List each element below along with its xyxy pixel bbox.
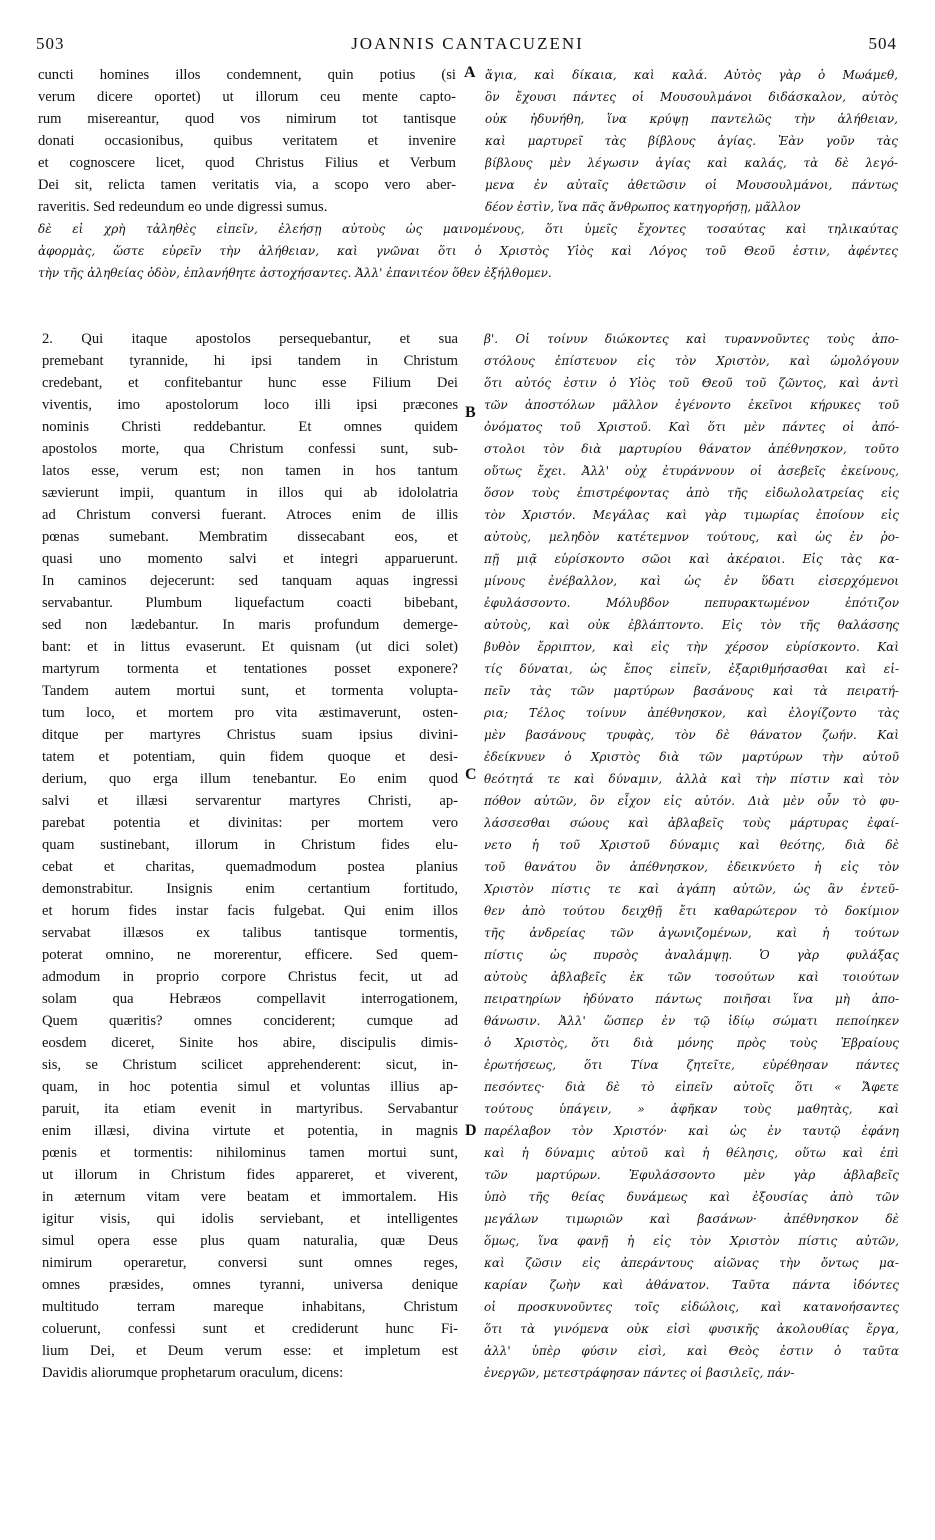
latin-text-line: derium, quo erga illum tenebantur. Eo enim quod: [42, 771, 458, 787]
latin-text-line: salvi et illæsi servarentur martyres Christi, ap-: [42, 793, 458, 809]
latin-text-line: simul opera esse plus quam naturalia, quæ Deus: [42, 1233, 458, 1249]
latin-text-line: poterat omnino, ne morerentur, efficere. Sed quem-: [42, 947, 458, 963]
greek-text-line: β'. Οἱ τοίνυν διώκοντες καὶ τυραννοῦντες τοὺς ἀπο-: [484, 332, 899, 346]
running-title: JOANNIS CANTACUZENI: [351, 34, 584, 53]
greek-text-line: ἐνεργῶν, μετεστράφησαν πάντες οἱ βασιλεῖς, πάν-: [484, 1366, 795, 1380]
latin-text-line: rum misereantur, quod vos nimirum tot tantisque: [38, 111, 456, 127]
latin-text-line: viventis, imo apostolorum loco illi ipsi præcones: [42, 397, 458, 413]
greek-text-line: ὅμως, ἵνα φανῇ ἡ εἰς τὸν Χριστὸν πίστις αὐτῶν,: [484, 1234, 899, 1248]
latin-text-line: tatem et potentiam, quin fidem quoque et desi-: [42, 749, 458, 765]
latin-text-line: solam qua Hebræos compellavit interrogationem,: [42, 991, 458, 1007]
greek-text-line: παρέλαβον τὸν Χριστόν· καὶ ὡς ἐν ταυτῷ ἐφάνη: [484, 1124, 899, 1138]
greek-text-line: οὐκ ἠδυνήθη, ἵνα κρύψῃ παντελῶς τὴν ἀλήθειαν,: [485, 112, 898, 126]
greek-text-line: θεότητά τε καὶ δύναμιν, ἀλλὰ καὶ τὴν πίστιν καὶ τὸν: [484, 772, 899, 786]
latin-text-line: nominis Christi reddebantur. Et omnes quidem: [42, 419, 458, 435]
latin-text-line: igitur visis, qui idolis serviebant, et intelligentes: [42, 1211, 458, 1227]
latin-text-line: apostolos morte, qua Christum confessi sunt, sub-: [42, 441, 458, 457]
greek-text-line: μίνους ἐνέβαλλον, καὶ ὡς ἐν ὕδατι εἰσερχόμενοι: [484, 574, 899, 588]
latin-text-line: admodum in proprio corpore Christus fecit, ut ad: [42, 969, 458, 985]
greek-text-line: καρίαν ζωὴν καὶ ἀθάνατον. Ταῦτα πάντα ἰδόντες: [484, 1278, 899, 1292]
greek-text-line: τίς δύναται, ὡς ἔπος εἰπεῖν, ἐξαριθμήσασθαι καὶ εἰ-: [484, 662, 899, 676]
greek-text-line: τούτους ὑπάγειν, » ἀφῆκαν τοὺς μαθητὰς, καὶ: [484, 1102, 899, 1116]
greek-text-line: καὶ ἡ δύναμις αὐτοῦ καὶ ἡ θέλησις, οὕτω καὶ ἐπὶ: [484, 1146, 899, 1160]
latin-text-line: cuncti homines illos condemnent, quin potius (si: [38, 67, 456, 83]
greek-text-line: καὶ ζῶσιν εἰς ἀπεράντους αἰῶνας τὴν ὄντως μα-: [484, 1256, 899, 1270]
latin-text-line: servabantur. Plumbum liquefactum coacti bibebant,: [42, 595, 458, 611]
greek-text-line: πόθον αὐτῶν, ὃν εἶχον εἰς αὐτόν. Διὰ μὲν οὖν τὸ φυ-: [484, 794, 899, 808]
latin-text-line: 2. Qui itaque apostolos persequebantur, et sua: [42, 331, 458, 347]
latin-text-line: quam sustinebant, illorum in Christum fides elu-: [42, 837, 458, 853]
latin-text-line: In caminos dejecerunt: sed tanquam aquas ingressi: [42, 573, 458, 589]
greek-body-column: [484, 328, 899, 1384]
greek-text-line: αὐτοὺς ἀβλαβεῖς ἐκ τῶν τοσούτων καὶ τοιούτων: [484, 970, 899, 984]
greek-text-line: δέον ἐστὶν, ἵνα πᾶς ἄνθρωπος κατηγορήσῃ, μᾶλλον: [485, 200, 801, 214]
page-number-left: 503: [36, 34, 65, 53]
greek-text-line: θεν ἀπὸ τούτου δειχθῇ ἔτι καθαρώτερον τὸ δοκίμιον: [484, 904, 899, 918]
greek-text-line: ὅσον τοὺς ἐπιστρέφοντας ἀπὸ τῆς εἰδωλολατρείας εἰς: [484, 486, 899, 500]
top-wide-greek-block: [38, 218, 898, 284]
greek-text-line: τὸν Χριστόν. Μεγάλας καὶ γὰρ τιμωρίας ἐποίουν εἰς: [484, 508, 899, 522]
margin-letter-c: C: [465, 766, 477, 783]
latin-text-line: martyrum tormenta et tentationes posset exponere?: [42, 661, 458, 677]
greek-text-line: τοῦ θανάτου ὃν ἀπέθνησκον, ἐδεικνύετο ἡ εἰς τὸν: [484, 860, 899, 874]
latin-text-line: donati occasionibus, quibus veritatem et invenire: [38, 133, 456, 149]
greek-text-line: ὑπὸ τῆς θείας δυνάμεως καὶ ἐξουσίας ἀπὸ τῶν: [484, 1190, 899, 1204]
greek-text-line: τῶν μαρτύρων. Ἐφυλάσσοντο μὲν γὰρ ἀβλαβεῖς: [484, 1168, 899, 1182]
greek-text-line: οὕτως ἔχει. Ἀλλ' οὐχ ἐτυράννουν οἱ ἀσεβεῖς ἐκείνους,: [484, 464, 899, 478]
latin-text-line: verum dicere oportet) ut illorum ceu mente capto-: [38, 89, 456, 105]
latin-text-line: quam, in hoc potentia simul et voluntas illius ap-: [42, 1079, 458, 1095]
greek-text-line: μὲν βασάνους τρυφὰς, τὸν δὲ θάνατον ζωήν. Καὶ: [484, 728, 899, 742]
latin-text-line: Tandem autem mortui sunt, et tormenta volupta-: [42, 683, 458, 699]
greek-text-line: θάνωσιν. Ἀλλ' ὥσπερ ἐν τῷ ἰδίῳ σώματι πεποίηκεν: [484, 1014, 899, 1028]
greek-text-line: στολοι τὸν διὰ μαρτυρίου θάνατον ἀπέθνησκον, τοῦτο: [484, 442, 899, 456]
greek-text-line: καὶ μαρτυρεῖ τὰς βίβλους ἁγίας. Ἐὰν γοῦν τὰς: [485, 134, 898, 148]
greek-text-line: νετο ἡ τοῦ Χριστοῦ δύναμις καὶ θεότης, διὰ δὲ: [484, 838, 899, 852]
greek-text-line: ὁ Χριστὸς, ὅτι διὰ μόνης πρὸς τοὺς Ἑβραίους: [484, 1036, 899, 1050]
greek-text-line: τῶν ἀποστόλων μᾶλλον ἐγένοντο ἐκεῖνοι κήρυκες τοῦ: [484, 398, 899, 412]
greek-text-line: πίστις ὡς πυρσὸς ἀναλάμψῃ. Ὁ γὰρ φυλάξας: [484, 948, 899, 962]
greek-text-line: ἐδείκνυεν ὁ Χριστὸς διὰ τῶν μαρτύρων τὴν αὐτοῦ: [484, 750, 899, 764]
greek-text-line: ὀνόματος τοῦ Χριστοῦ. Καὶ ὅτι μὲν πάντες οἱ ἀπό-: [484, 420, 899, 434]
greek-text-line: ὃν ἔχουσι πάντες οἱ Μουσουλμάνοι διδάσκαλον, αὐτὸς: [485, 90, 898, 104]
greek-text-line: μεγάλων τιμωριῶν καὶ βασάνων· ἀπέθνησκον δὲ: [484, 1212, 899, 1226]
latin-text-line: pœnis et tormentis: nihilominus tamen mortui sunt,: [42, 1145, 458, 1161]
greek-text-line: λάσσεσθαι σώους καὶ ἀβλαβεῖς τοὺς μάρτυρας ἐφαί-: [484, 816, 899, 830]
greek-text-line: Χριστὸν πίστις τε καὶ ἀγάπη αὐτῶν, ὡς ἂν ἐντεῦ-: [484, 882, 899, 896]
greek-text-line: οἱ προσκυνοῦντες τοῖς εἰδώλοις, καὶ κατανοήσαντες: [484, 1300, 899, 1314]
latin-text-line: coluerunt, confessi sunt et crediderunt hunc Fi-: [42, 1321, 458, 1337]
greek-text-line: πεσόντες· διὰ δὲ τὸ εἰπεῖν αὐτοῖς ὅτι « Ἄφετε: [484, 1080, 899, 1094]
greek-text-line: στόλους ἐπίστευον εἰς τὸν Χριστὸν, καὶ ὡμολόγουν: [484, 354, 899, 368]
greek-text-line: αὐτοὺς, καὶ οὐκ ἐβλάπτοντο. Εἰς τὸν τῆς θαλάσσης: [484, 618, 899, 632]
latin-text-line: raveritis. Sed redeundum eo unde digressi sumus.: [38, 199, 328, 215]
latin-text-line: Davidis aliorumque prophetarum oraculum, dicens:: [42, 1365, 344, 1381]
latin-text-line: sævierunt impii, quantum in illos qui ab idololatria: [42, 485, 458, 501]
top-latin-column: [38, 64, 456, 218]
latin-text-line: lium Dei, et Deum verum esse: et impletum est: [42, 1343, 458, 1359]
latin-text-line: paruit, ita etiam evenit in martyribus. Servabantur: [42, 1101, 458, 1117]
latin-text-line: sis, se Christum scilicet apprehenderent: sicut, in-: [42, 1057, 458, 1073]
latin-text-line: quasi uno momento salvi et integri apparuerunt.: [42, 551, 458, 567]
greek-text-line: βίβλους μὲν λέγωσιν ἁγίας καὶ καλάς, τὰ δὲ λεγό-: [485, 156, 898, 170]
latin-text-line: bant: et in littus evaserunt. Et quisnam (ut dici solet): [42, 639, 458, 655]
latin-text-line: enim illæsi, divina virtute et potentia, in magnis: [42, 1123, 458, 1139]
running-header: [0, 34, 935, 60]
latin-body-column: [42, 328, 458, 1384]
latin-text-line: nimirum operaretur, conversi sunt omnes reges,: [42, 1255, 458, 1271]
latin-text-line: latos esse, verum est; non tamen in hos tantum: [42, 463, 458, 479]
greek-text-line: πειρατηρίων ἠδύνατο πάντως ποιῆσαι ἵνα μὴ ἀπο-: [484, 992, 899, 1006]
greek-text-line: ρια; Τέλος τοίνυν ἀπέθνησκον, καὶ ἐλογίζοντο τὰς: [484, 706, 899, 720]
latin-text-line: tum loco, et mortem pro vita æstimaverunt, osten-: [42, 705, 458, 721]
greek-text-line: βυθὸν ἔρριπτον, καὶ εἰς τὴν χέρσον εὑρίσκοντο. Καὶ: [484, 640, 899, 654]
greek-text-line: αὐτοὺς, μεληδὸν κατέτεμνον τούτους, καὶ ὡς ἐν ῥο-: [484, 530, 899, 544]
margin-letter-a: A: [464, 64, 476, 81]
latin-text-line: Quem quæritis? omnes conciderent; cumque ad: [42, 1013, 458, 1029]
latin-text-line: parebat potentia et divinitas: per mortem vero: [42, 815, 458, 831]
greek-text-line: τῆς ἀνδρείας τῶν ἀγωνιζομένων, καὶ ἡ τούτων: [484, 926, 899, 940]
margin-letter-b: B: [465, 404, 476, 421]
top-greek-column: [485, 64, 898, 218]
latin-text-line: ditque per martyres Christus suam ipsius divini-: [42, 727, 458, 743]
latin-text-line: pœnas sumebant. Membratim dissecabant eos, et: [42, 529, 458, 545]
greek-text-line: ἅγια, καὶ δίκαια, καὶ καλά. Αὐτὸς γὰρ ὁ Μωάμεθ,: [485, 68, 898, 82]
latin-text-line: premebant tyrannide, hi ipsi tandem in Christum: [42, 353, 458, 369]
latin-text-line: Dei sit, relicta tamen veritatis via, a scopo vero aber-: [38, 177, 456, 193]
latin-text-line: ut illorum in Christum fides appareret, et viverent,: [42, 1167, 458, 1183]
latin-text-line: eosdem diceret, Sinite hos abire, discipulis dimis-: [42, 1035, 458, 1051]
latin-text-line: et horum fides instar facis fulgebat. Qui enim illos: [42, 903, 458, 919]
latin-text-line: multitudo terram mareque inhabitans, Christum: [42, 1299, 458, 1315]
latin-text-line: sed non lædebantur. In maris profundum demerge-: [42, 617, 458, 633]
latin-text-line: servabat illæsos ex talibus tantisque tormentis,: [42, 925, 458, 941]
margin-letter-d: D: [465, 1122, 477, 1139]
greek-text-line: ὅτι τὰ γινόμενα οὐκ εἰσὶ φυσικῆς ἀκολουθίας ἔργα,: [484, 1322, 899, 1336]
latin-text-line: demonstrabitur. Insignis enim certantium fortitudo,: [42, 881, 458, 897]
greek-text-line: μενα ἐν αὐταῖς ἀθετῶσιν οἱ Μουσουλμάνοι, πάντως: [485, 178, 898, 192]
greek-text-line: ἐφυλάσσοντο. Μόλυβδον πεπυρακτωμένον ἐπότιζον: [484, 596, 899, 610]
greek-text-line: δὲ εἰ χρὴ τἀληθὲς εἰπεῖν, ἐλεήσῃ αὐτοὺς ὡς μαινομένους, ὅτι ὑμεῖς ἔχοντες τοσαύτας καὶ τηλικαύτας: [38, 222, 898, 236]
greek-text-line: τὴν τῆς ἀληθείας ὁδὸν, ἐπλανήθητε ἀστοχήσαντες. Ἀλλ' ἐπανιτέον ὅθεν ἐξήλθομεν.: [38, 266, 552, 280]
greek-text-line: πεῖν τὰς τῶν μαρτύρων βασάνους καὶ τὰ πειρατή-: [484, 684, 899, 698]
latin-text-line: cebat et charitas, quemadmodum postea planius: [42, 859, 458, 875]
latin-text-line: in æternum vitam vere beatam et immortalem. His: [42, 1189, 458, 1205]
latin-text-line: credebant, et confitebantur hunc esse Filium Dei: [42, 375, 458, 391]
latin-text-line: omnes præsides, omnes tyranni, universa denique: [42, 1277, 458, 1293]
page-number-right: 504: [868, 34, 897, 53]
greek-text-line: ἐρωτήσεως, ὅτι Τίνα ζητεῖτε, εὑρέθησαν πάντες: [484, 1058, 899, 1072]
greek-text-line: πῇ μιᾷ εὑρίσκοντο σῶοι καὶ ἀκέραιοι. Εἰς τὰς κα-: [484, 552, 899, 566]
greek-text-line: ἀφορμὰς, ὥστε εὑρεῖν τὴν ἀλήθειαν, καὶ γνῶναι ὅτι ὁ Χριστὸς Υἱὸς καὶ Λόγος τοῦ Θεοῦ ἐστιν, ἀφέντες: [38, 244, 898, 258]
latin-text-line: et cognoscere licet, quod Christus Filius et Verbum: [38, 155, 456, 171]
greek-text-line: ὅτι αὐτός ἐστιν ὁ Υἱὸς τοῦ Θεοῦ τοῦ ζῶντος, καὶ ἀντὶ: [484, 376, 899, 390]
latin-text-line: ad Christum conversi fuerant. Atroces enim de illis: [42, 507, 458, 523]
greek-text-line: ἀλλ' ὑπὲρ φύσιν εἰσὶ, καὶ Θεὸς ἐστιν ὁ ταῦτα: [484, 1344, 899, 1358]
